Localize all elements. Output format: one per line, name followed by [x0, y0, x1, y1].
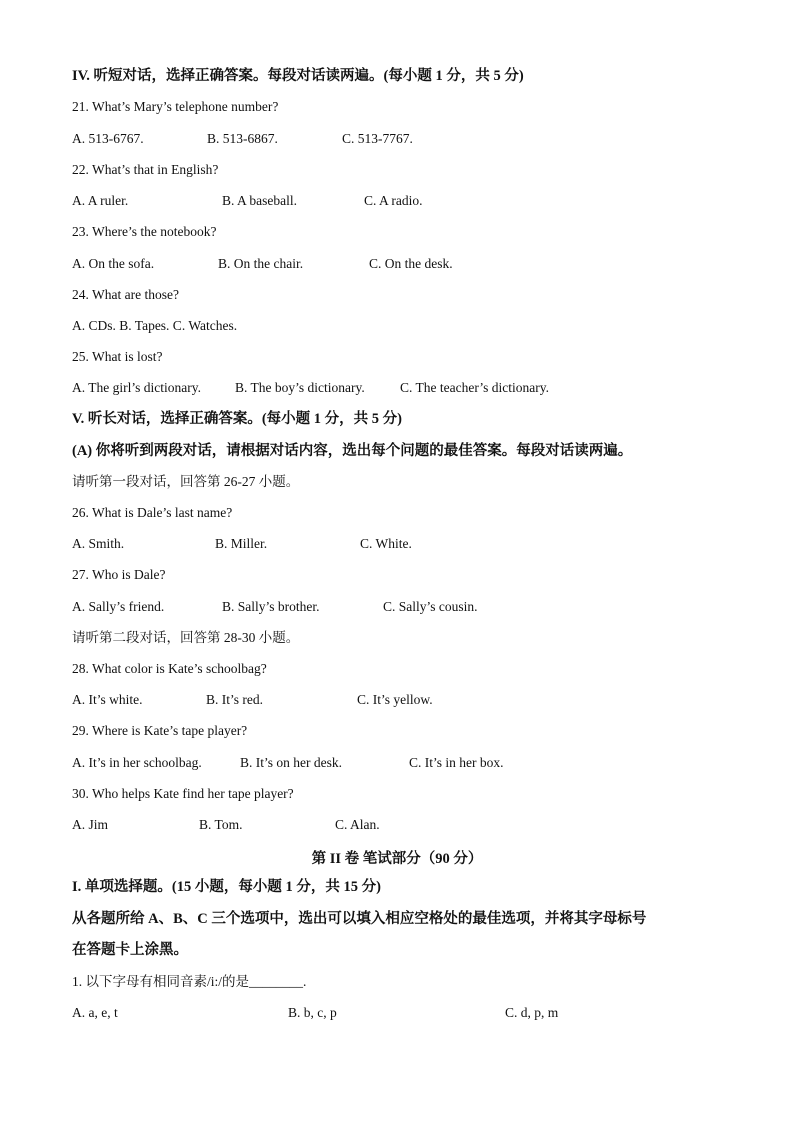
- question-25: 25. What is lost?: [72, 349, 163, 364]
- option-a: A. a, e, t: [72, 1005, 118, 1020]
- question-1: 1. 以下字母有相同音素/i:/的是________.: [72, 974, 307, 989]
- option-c: C. It’s in her box.: [409, 755, 504, 770]
- option-c: C. 513-7767.: [342, 131, 413, 146]
- option-b: B. On the chair.: [218, 256, 304, 271]
- option-a: A. The girl’s dictionary.: [72, 380, 201, 395]
- option-a: A. Sally’s friend.: [72, 599, 165, 614]
- option-b: B. Tom.: [199, 817, 243, 832]
- section-5-instruction: (A) 你将听到两段对话，请根据对话内容，选出每个问题的最佳答案。每段对话读两遍。: [72, 443, 633, 459]
- section-i-instruction-1: 从各题所给 A、B、C 三个选项中，选出可以填入相应空格处的最佳选项，并将其字母标号: [72, 911, 647, 927]
- option-a: A. It’s in her schoolbag.: [72, 755, 202, 770]
- option-a: A. A ruler.: [72, 193, 129, 208]
- option-b: B. A baseball.: [222, 193, 297, 208]
- part-2-label: 请听第二段对话，回答第 28-30 小题。: [72, 630, 300, 645]
- option-b: B. The boy’s dictionary.: [235, 380, 365, 395]
- options-24: A. CDs. B. Tapes. C. Watches.: [72, 318, 238, 333]
- option-b: B. 513-6867.: [207, 131, 278, 146]
- option-c: C. A radio.: [364, 193, 423, 208]
- option-c: C. White.: [360, 536, 412, 551]
- option-b: B. b, c, p: [288, 1005, 337, 1020]
- option-c: C. It’s yellow.: [357, 692, 433, 707]
- part-1-label: 请听第一段对话，回答第 26-27 小题。: [72, 474, 300, 489]
- section-5-heading: V. 听长对话，选择正确答案。(每小题 1 分，共 5 分): [72, 411, 403, 427]
- option-b: B. Sally’s brother.: [222, 599, 320, 614]
- option-c: C. Alan.: [335, 817, 380, 832]
- option-a: A. Smith.: [72, 536, 125, 551]
- question-29: 29. Where is Kate’s tape player?: [72, 723, 248, 738]
- option-c: C. The teacher’s dictionary.: [400, 380, 549, 395]
- question-21: 21. What’s Mary’s telephone number?: [72, 99, 279, 114]
- section-4-heading: IV. 听短对话，选择正确答案。每段对话读两遍。(每小题 1 分，共 5 分): [72, 68, 524, 84]
- question-27: 27. Who is Dale?: [72, 567, 166, 582]
- option-b: B. It’s on her desk.: [240, 755, 342, 770]
- option-b: B. Miller.: [215, 536, 268, 551]
- option-c: C. Sally’s cousin.: [383, 599, 478, 614]
- question-23: 23. Where’s the notebook?: [72, 224, 217, 239]
- option-a: A. It’s white.: [72, 692, 143, 707]
- option-c: C. d, p, m: [505, 1005, 559, 1020]
- option-b: B. It’s red.: [206, 692, 263, 707]
- option-a: A. On the sofa.: [72, 256, 155, 271]
- option-a: A. Jim: [72, 817, 109, 832]
- option-c: C. On the desk.: [369, 256, 453, 271]
- question-30: 30. Who helps Kate find her tape player?: [72, 786, 294, 801]
- section-i-instruction-2: 在答题卡上涂黑。: [72, 942, 188, 958]
- question-22: 22. What’s that in English?: [72, 162, 219, 177]
- question-26: 26. What is Dale’s last name?: [72, 505, 233, 520]
- question-24: 24. What are those?: [72, 287, 179, 302]
- part-2-title: 第 II 卷 笔试部分（90 分）: [311, 851, 483, 867]
- section-i-heading: I. 单项选择题。(15 小题，每小题 1 分，共 15 分): [72, 879, 381, 895]
- question-28: 28. What color is Kate’s schoolbag?: [72, 661, 267, 676]
- option-a: A. 513-6767.: [72, 131, 144, 146]
